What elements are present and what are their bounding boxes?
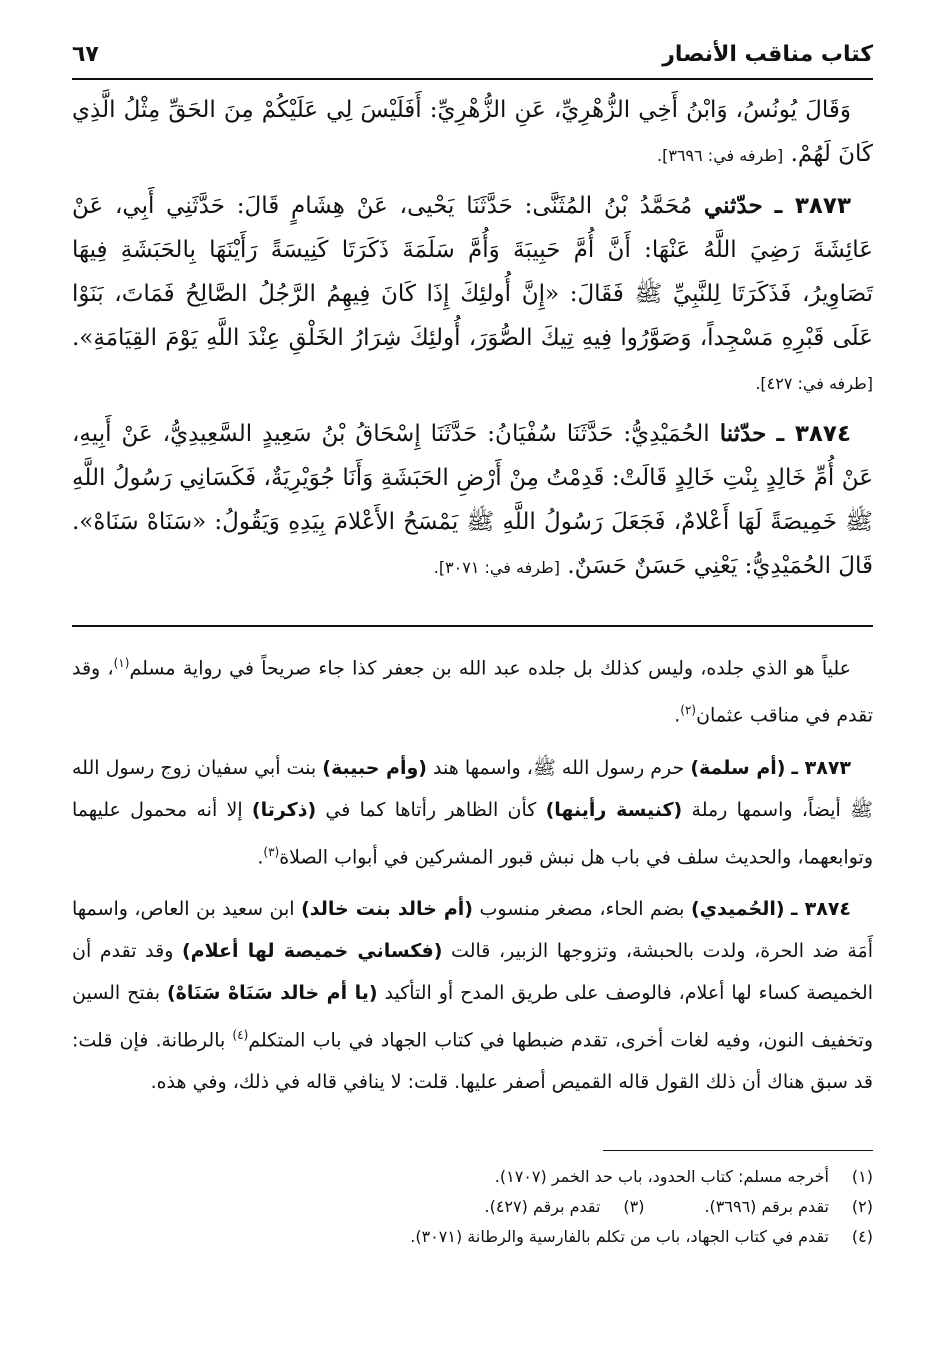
commentary-text: حرم رسول الله ﷺ، واسمها هند: [427, 756, 691, 779]
footnote-4: [410, 1222, 873, 1252]
hadith-body: الحُمَيْدِيُّ: حَدَّثَنَا سُفْيَانُ: حَدَّثَنَا إِسْحَاقُ بْنُ سَعِيدٍ السَّعِيدِيُّ، عَنْ أَبِيهِ، عَنْ أُمِّ خَالِدٍ بِنْتِ خَالِدٍ قَالَتْ: قَدِمْتُ مِنْ أَرْضِ الحَبَشَةِ وَأَنَا جُوَيْرِيَةٌ، فَكَسَانِي رَسُولُ اللَّهِ ﷺ خَمِيصَةً لَهَا أَعْلامٌ، فَجَعَلَ رَسُولُ اللَّهِ ﷺ يَمْسَحُ الأَعْلامَ بِيَدِهِ وَيَقُولُ: «سَنَاهْ سَنَاهْ». قَالَ الحُمَيْدِيُّ: يَعْنِي حَسَنٌ حَسَنٌ.: [72, 421, 873, 579]
commentary-number: ٣٨٧٣ ـ: [791, 756, 852, 779]
isnad-lead: حدّثنا: [719, 420, 767, 447]
cross-reference: [طرفه في: ٣٦٩٦].: [657, 146, 784, 165]
hadith-number: ٣٨٧٤ ـ: [776, 421, 852, 447]
footnote-text: تقدم برقم (٣٦٩٦).: [704, 1197, 829, 1216]
running-title: كتاب مناقب الأنصار: [662, 42, 873, 67]
lemma: (وأم حبيبة): [322, 756, 427, 779]
footnote-row: [72, 1192, 873, 1222]
footnote-number: (٢): [851, 1197, 873, 1216]
commentary-paragraph: [72, 642, 873, 737]
commentary-text: بالرطانة. فإن قلت: قد سبق هناك أن ذلك القول قاله القميص أصفر عليها. قلت: لا ينافي قاله في ذلك، وفي هذه.: [72, 1029, 873, 1094]
footnote-text: أخرجه مسلم: كتاب الحدود، باب حد الخمر (١٧٠٧).: [494, 1167, 829, 1186]
commentary-number: ٣٨٧٤ ـ: [791, 897, 852, 920]
footnote-text: تقدم برقم (٤٢٧).: [484, 1197, 601, 1216]
commentary-divider: [72, 625, 873, 627]
hadith-body: وَقَالَ يُونُسُ، وَابْنُ أَخِي الزُّهْرِيِّ، عَنِ الزُّهْرِيِّ: أَفَلَيْسَ لِي عَلَيْكُمْ مِنَ الحَقِّ مِثْلُ الَّذِي كَانَ لَهُمْ.: [72, 97, 873, 167]
footnote-ref[interactable]: (٤): [232, 1027, 249, 1042]
commentary-text: ابن سعيد بن العاص، واسمها أَمَة ضد الحرة، ولدت بالحبشة، وتزوجها الزبير، قالت: [72, 897, 873, 962]
footnote-number: (٤): [851, 1227, 873, 1246]
footnote-row: [72, 1162, 873, 1192]
isnad-lead: حدّثني: [703, 192, 763, 219]
lemma: (أم خالد بنت خالد): [301, 897, 473, 920]
footnote-number: (١): [851, 1167, 873, 1186]
hadith-text: [72, 88, 873, 596]
cross-reference: [طرفه في: ٣٠٧١].: [433, 558, 561, 577]
commentary: [72, 642, 873, 1113]
hadith-3873: [72, 184, 873, 406]
hadith-continuation: [72, 88, 873, 178]
footnote-row: [72, 1222, 873, 1252]
footnote-2: [704, 1192, 873, 1222]
lemma: (فكساني خميصة لها أعلام): [182, 939, 443, 962]
commentary-text: .: [257, 845, 264, 868]
lemma: (أم سلمة): [690, 756, 786, 779]
commentary-text: .: [674, 704, 681, 727]
lemma: (ذكرتا): [251, 798, 317, 821]
hadith-3874: [72, 412, 873, 590]
footnotes: [72, 1162, 873, 1252]
hadith-number: ٣٨٧٣ ـ: [774, 193, 852, 219]
commentary-text: بنت أبي سفيان زوج رسول الله ﷺ أيضاً، واسمها رملة: [72, 756, 873, 821]
footnote-ref[interactable]: (٢): [680, 703, 697, 718]
footnote-1: [495, 1162, 873, 1192]
commentary-text: ، وقد تقدم في مناقب عثمان: [72, 657, 873, 727]
footnote-text: تقدم في كتاب الجهاد، باب من تكلم بالفارسية والرطانة (٣٠٧١).: [410, 1227, 829, 1246]
lemma: (يا أم خالد سَنَاهْ سَنَاهْ): [166, 981, 378, 1004]
commentary-text: علياً هو الذي جلده، وليس كذلك بل جلده عبد الله بن جعفر كذا جاء صريحاً في رواية مسلم: [129, 657, 852, 680]
cross-reference: [طرفه في: ٤٢٧].: [755, 374, 873, 393]
commentary-text: بفتح السين وتخفيف النون، وفيه لغات أخرى، تقدم ضبطها في كتاب الجهاد في باب المتكلم: [72, 981, 873, 1052]
commentary-text: إلا أنه محمول عليهما وتوابعهما، والحديث سلف في باب هل نبش قبور المشركين في أبواب الصلاة: [72, 798, 873, 868]
footnote-divider: [603, 1150, 873, 1151]
lemma: (كنيسة رأينها): [545, 798, 683, 821]
footnote-ref[interactable]: (١): [113, 656, 130, 670]
page-header: [72, 38, 873, 80]
hadith-body: مُحَمَّدُ بْنُ المُثَنَّى: حَدَّثَنَا يَحْيى، عَنْ هِشَامٍ قَالَ: حَدَّثَنِي أَبِي، عَنْ عَائِشَةَ رَضِيَ اللَّهُ عَنْهَا: أَنَّ أُمَّ حَبِيبَةَ وَأُمَّ سَلَمَةَ ذَكَرَتَا كَنِيسَةً رَأَيْنَهَا بِالحَبَشَةِ فِيهَا تَصَاوِيرُ، فَذَكَرَتَا لِلنَّبِيِّ ﷺ فَقَالَ: «إِنَّ أُولئِكَ إِذَا كَانَ فِيهِمُ الرَّجُلُ الصَّالِحُ فَمَاتَ، بَنَوْا عَلَى قَبْرِهِ مَسْجِداً، وَصَوَّرُوا فِيهِ تِيكَ الصُّوَرَ، أُولئِكَ شِرَارُ الخَلْقِ عِنْدَ اللَّهِ يَوْمَ القِيَامَةِ».: [72, 193, 873, 351]
commentary-text: بضم الحاء، مصغر منسوب: [473, 897, 691, 920]
page-number: ٦٧: [72, 42, 99, 67]
footnote-ref[interactable]: (٣): [263, 844, 280, 859]
commentary-text: وقد تقدم أن الخميصة كساء لها أعلام، فالوصف على طريق المدح أو التأكيد: [72, 939, 873, 1004]
footnote-3: [485, 1192, 645, 1222]
commentary-3873: [72, 747, 873, 878]
commentary-3874: [72, 888, 873, 1103]
commentary-text: كأن الظاهر رأتاها كما في: [316, 798, 546, 821]
footnote-number: (٣): [623, 1197, 645, 1216]
lemma: (الحُميدي): [690, 897, 785, 920]
